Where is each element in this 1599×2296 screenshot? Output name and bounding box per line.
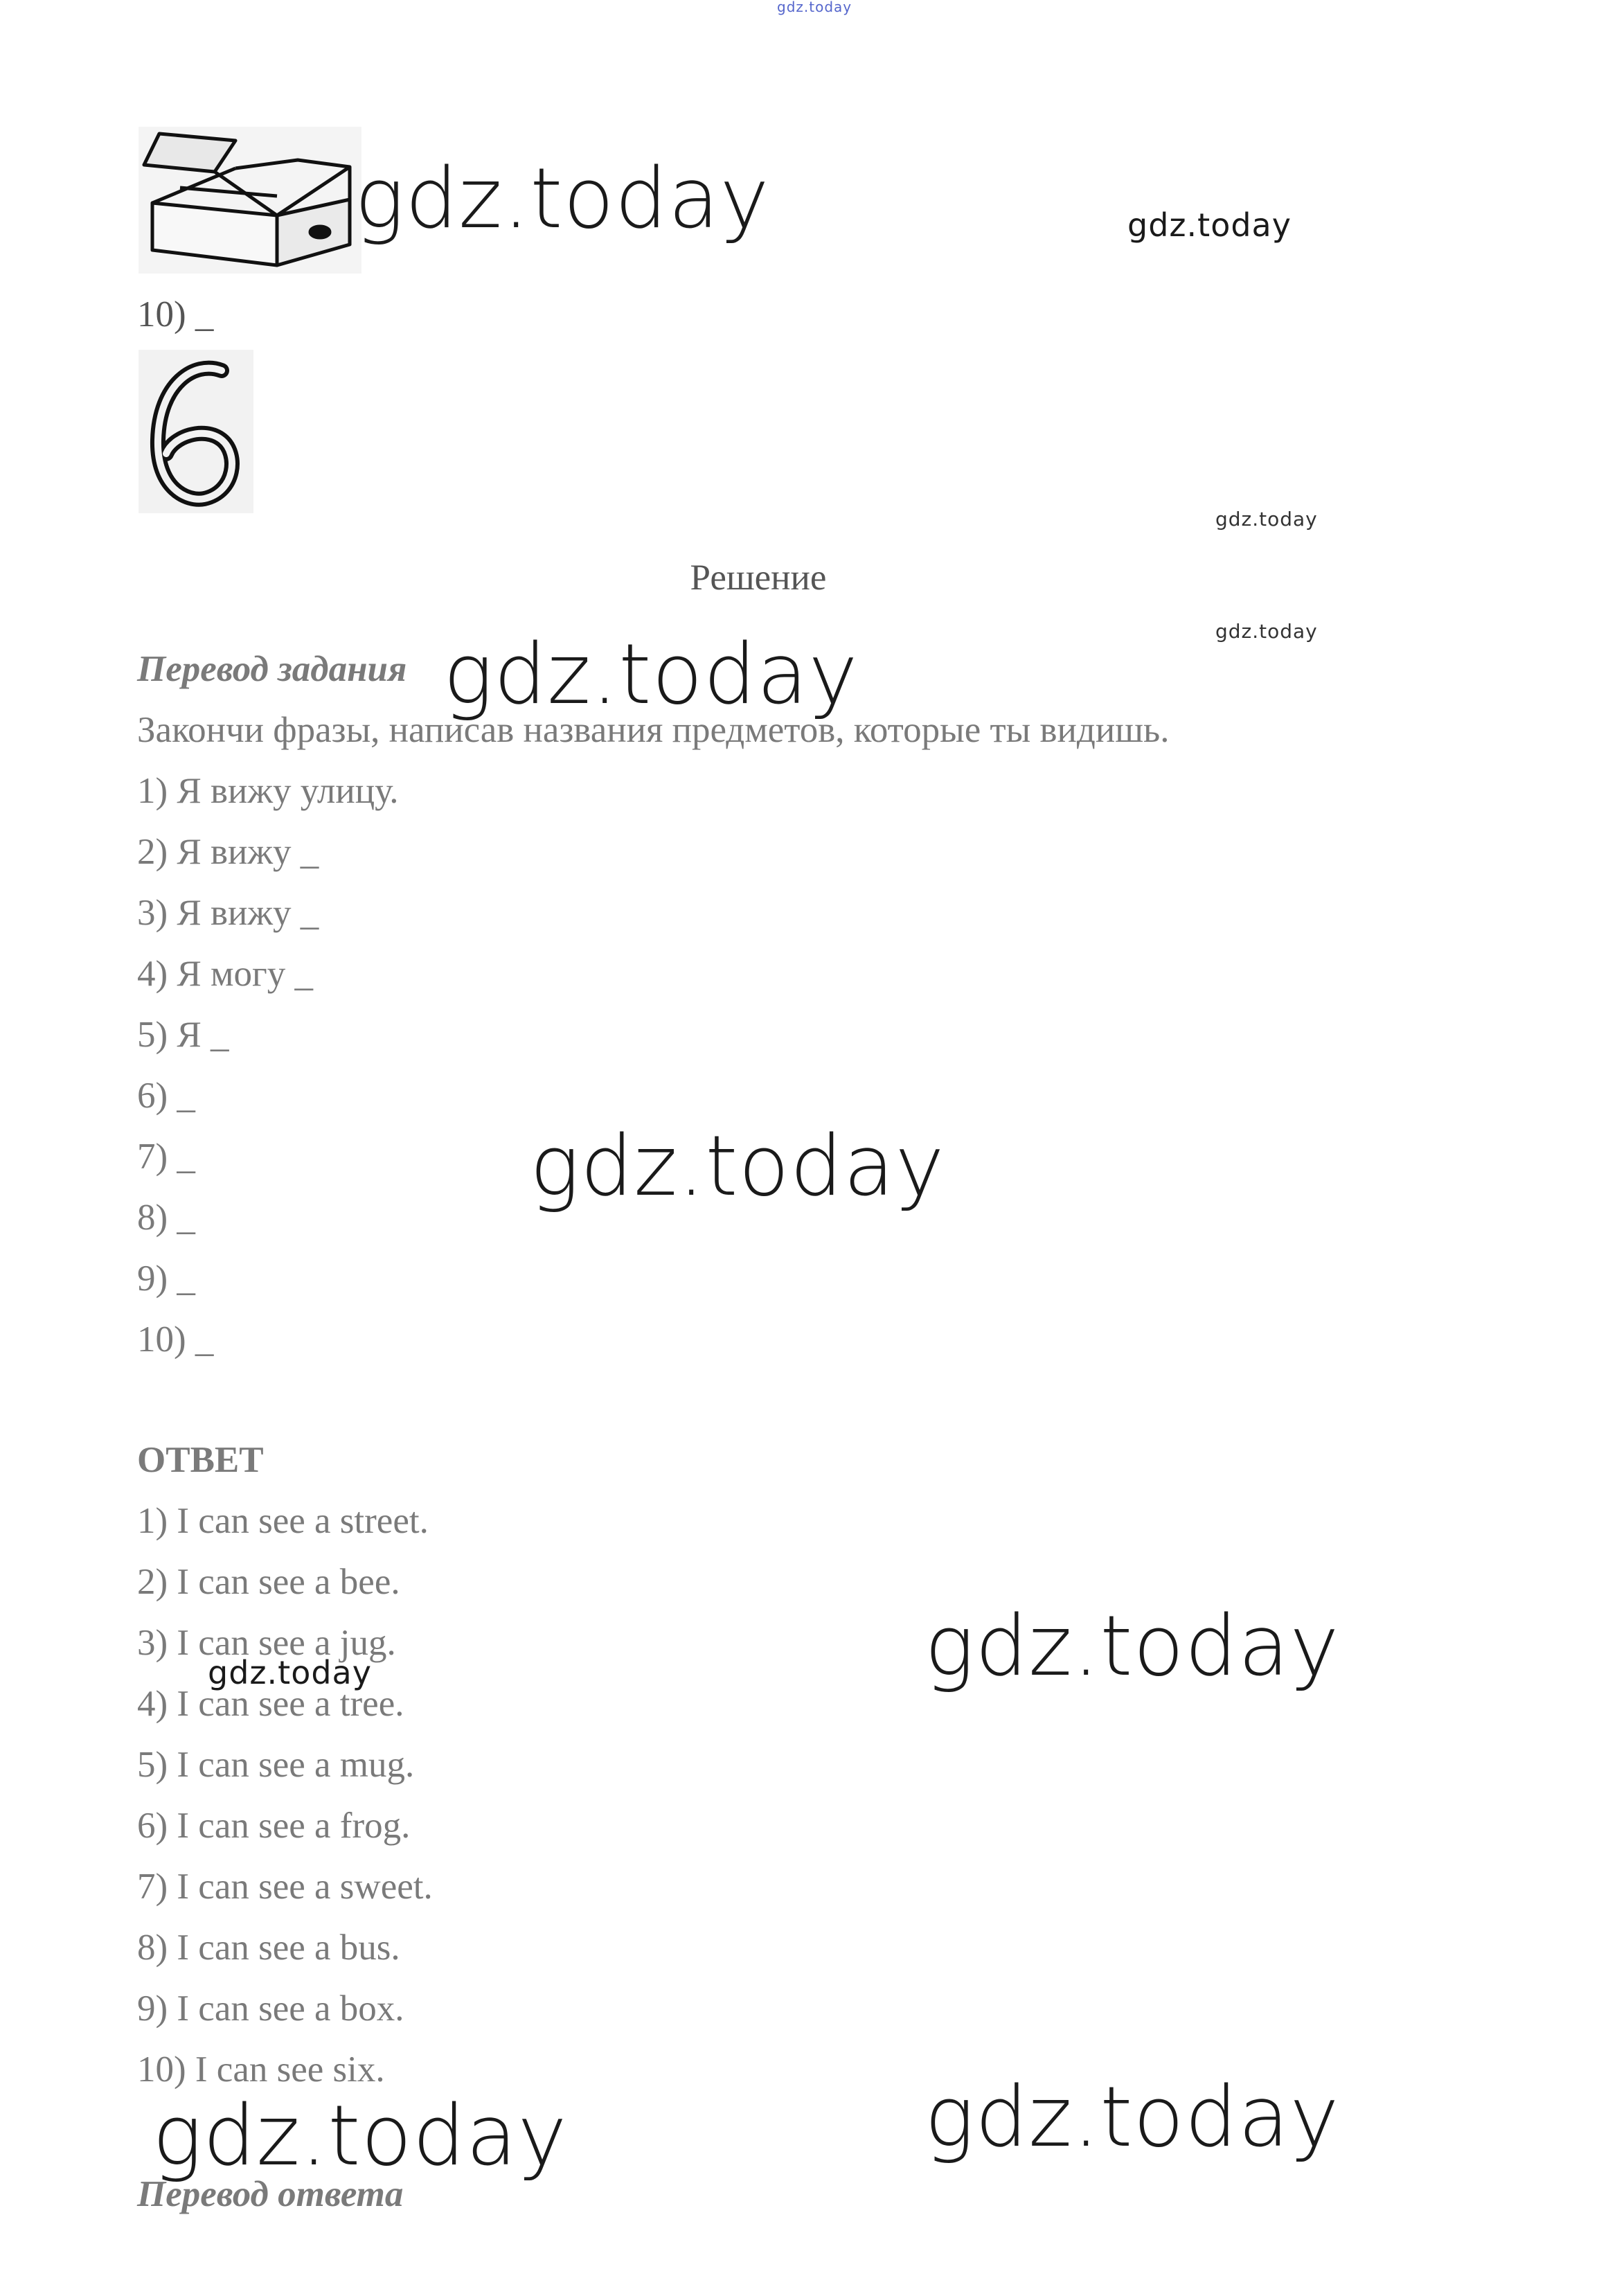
- box-icon: [139, 127, 361, 274]
- answer-item: 5) I can see a mug.: [137, 1745, 415, 1785]
- watermark-solution-right: gdz.today: [1215, 620, 1318, 643]
- translation-item: 10) _: [137, 1319, 214, 1360]
- six-icon: [139, 350, 253, 513]
- watermark-translation: gdz.today: [443, 627, 859, 723]
- answer-translation-heading: Перевод ответа: [137, 2174, 404, 2214]
- task-line-10: 10) _: [137, 294, 214, 335]
- task-translation-heading: Перевод задания: [137, 649, 407, 689]
- translation-item: 4) Я могу _: [137, 954, 314, 994]
- answer-item: 3) I can see a jug.: [137, 1623, 396, 1663]
- watermark-middle: gdz.today: [530, 1119, 945, 1215]
- solution-title: Решение: [690, 558, 827, 598]
- translation-item: 1) Я вижу улицу.: [137, 771, 399, 811]
- translation-item: 5) Я _: [137, 1015, 229, 1055]
- watermark-bottom-left: gdz.today: [152, 2088, 568, 2184]
- watermark-answers-small: gdz.today: [208, 1654, 372, 1691]
- answer-item: 10) I can see six.: [137, 2049, 385, 2090]
- box-picture: [139, 127, 361, 274]
- instruction-text: Закончи фразы, написав названия предметов, которые ты видишь.: [137, 710, 1170, 750]
- answer-item: 7) I can see a sweet.: [137, 1867, 433, 1907]
- watermark-top: gdz.today: [777, 0, 852, 15]
- watermark-bottom-right: gdz.today: [924, 2070, 1340, 2166]
- answer-item: 9) I can see a box.: [137, 1988, 404, 2029]
- answer-item: 8) I can see a bus.: [137, 1928, 400, 1968]
- translation-item: 8) _: [137, 1198, 195, 1238]
- translation-item: 6) _: [137, 1076, 195, 1116]
- answer-item: 6) I can see a frog.: [137, 1806, 411, 1846]
- answer-item: 1) I can see a street.: [137, 1501, 429, 1541]
- translation-item: 7) _: [137, 1137, 195, 1177]
- answer-item: 4) I can see a tree.: [137, 1684, 404, 1724]
- translation-item: 9) _: [137, 1258, 195, 1299]
- answer-item: 2) I can see a bee.: [137, 1562, 400, 1602]
- translation-item: 2) Я вижу _: [137, 832, 319, 872]
- watermark-box-right: gdz.today: [1127, 206, 1292, 244]
- six-picture: [139, 350, 253, 513]
- watermark-answers-right: gdz.today: [924, 1599, 1340, 1695]
- watermark-six-right: gdz.today: [1215, 508, 1318, 531]
- translation-item: 3) Я вижу _: [137, 893, 319, 933]
- answer-heading: ОТВЕТ: [137, 1440, 264, 1480]
- watermark-box: gdz.today: [355, 151, 770, 247]
